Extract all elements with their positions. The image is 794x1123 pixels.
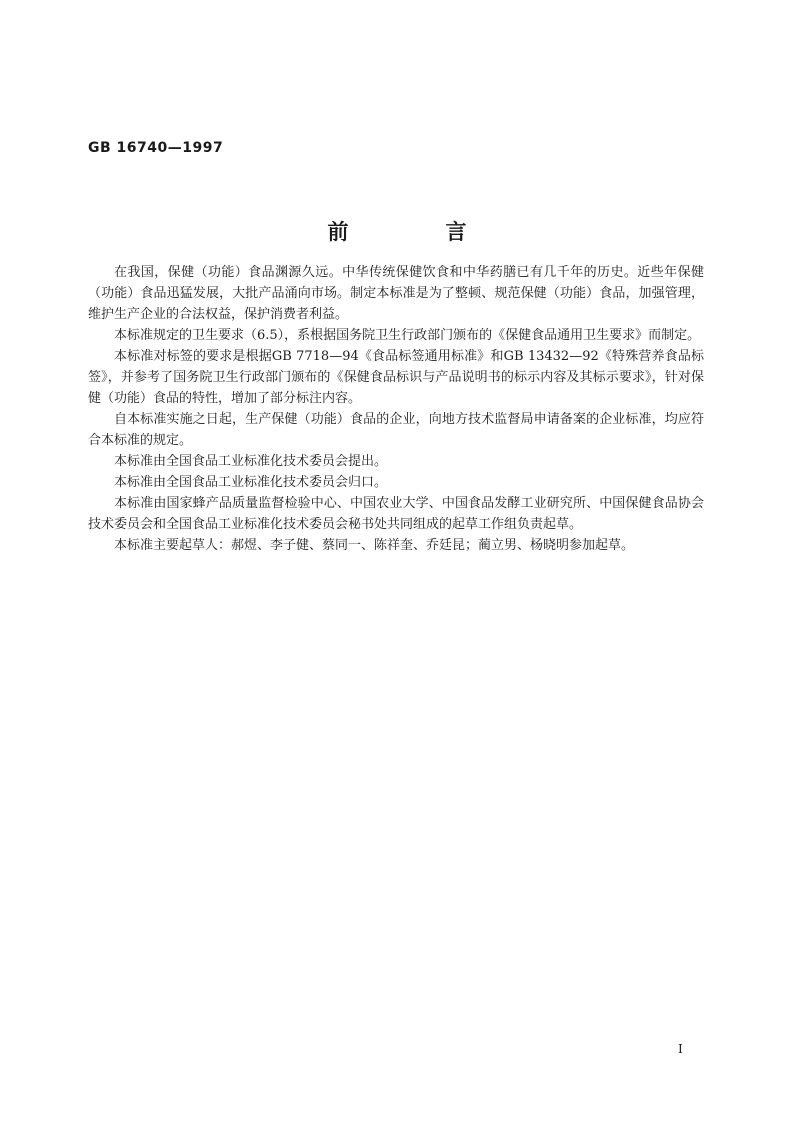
paragraph-hygiene-requirements: 本标准规定的卫生要求（6.5），系根据国务院卫生行政部门颁布的《保健食品通用卫生要求》而制定。: [114, 328, 701, 343]
page-number: I: [678, 1042, 683, 1056]
paragraph-background: 在我国，保健（功能）食品渊源久远。中华传统保健饮食和中华药膳已有几千年的历史。近些年保健（功能）食品迅猛发展，大批产品涌向市场。制定本标准是为了整顿、规范保健（功能）食品，加强管理，维护生产企业的合法权益，保护消费者利益。: [88, 265, 704, 322]
standard-number: GB 16740—1997: [88, 140, 224, 156]
paragraph-drafters: 本标准主要起草人：郝煜、李子健、蔡同一、陈祥奎、乔廷昆；蔺立男、杨晓明参加起草。: [114, 538, 635, 553]
paragraph-proposed-by: 本标准由全国食品工业标准化技术委员会提出。: [114, 454, 388, 469]
page-title: 前 言: [327, 220, 505, 244]
paragraph-implementation: 自本标准实施之日起，生产保健（功能）食品的企业，向地方技术监督局申请备案的企业标准，均应符合本标准的规定。: [88, 412, 704, 448]
preface-body: [88, 262, 704, 556]
paragraph-labeling: 本标准对标签的要求是根据GB 7718—94《食品标签通用标准》和GB 13432—92《特殊营养食品标签》，并参考了国务院卫生行政部门颁布的《保健食品标识与产品说明书的标示内容及其标示要求》，针对保健（功能）食品的特性，增加了部分标注内容。: [88, 349, 704, 406]
paragraph-drafting-organizations: 本标准由国家蜂产品质量监督检验中心、中国农业大学、中国食品发酵工业研究所、中国保健食品协会技术委员会和全国食品工业标准化技术委员会秘书处共同组成的起草工作组负责起草。: [88, 496, 704, 532]
paragraph-administered-by: 本标准由全国食品工业标准化技术委员会归口。: [114, 475, 388, 490]
